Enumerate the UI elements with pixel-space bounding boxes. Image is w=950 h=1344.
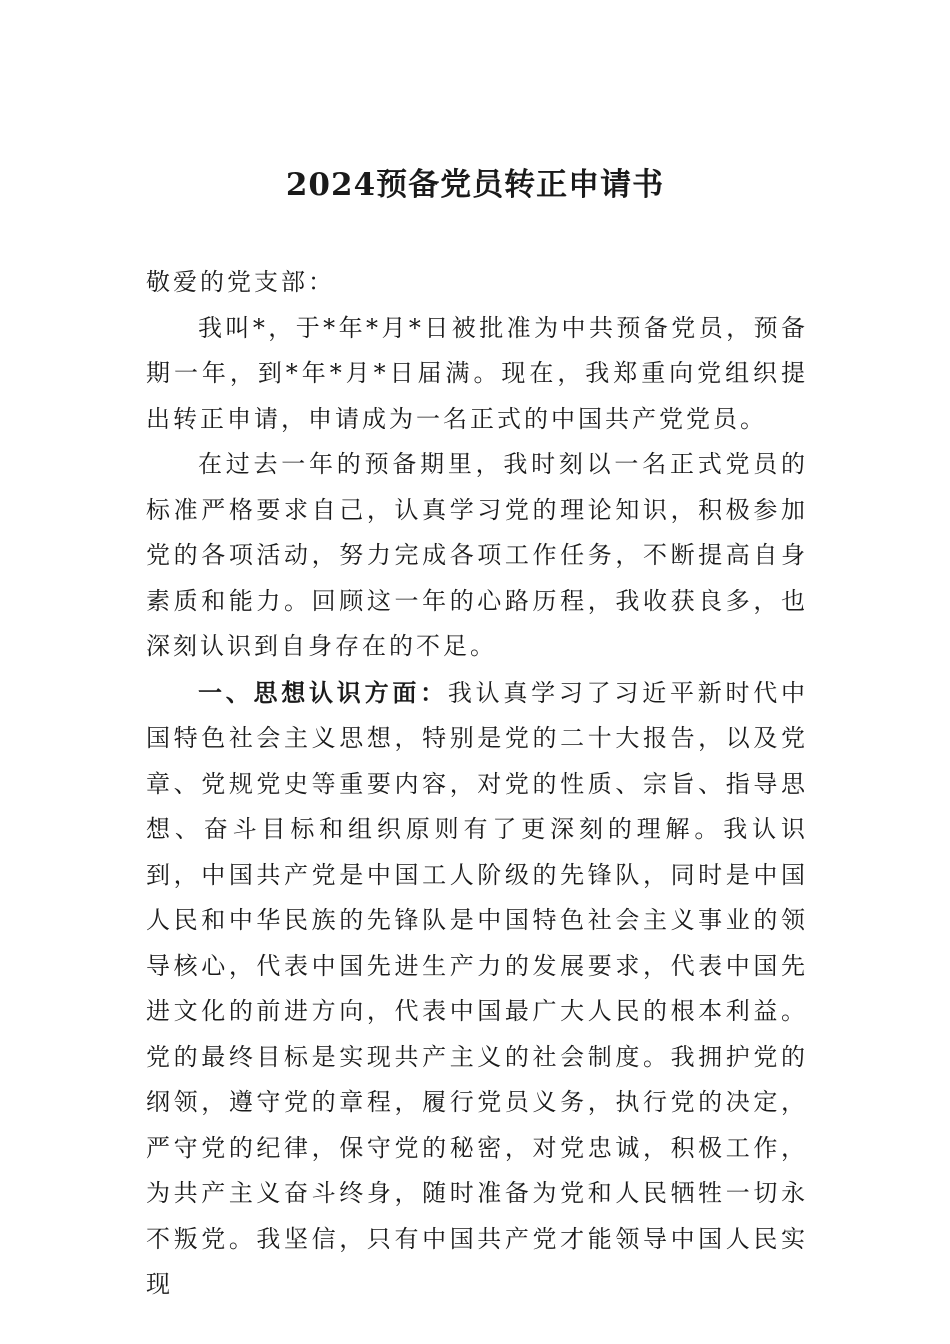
section-heading: 一、思想认识方面： <box>198 677 448 707</box>
salutation: 敬爱的党支部： <box>146 268 335 296</box>
section-ideology <box>146 670 808 1308</box>
section-text: 我认真学习了习近平新时代中国特色社会主义思想，特别是党的二十大报告，以及党章、党规党史等重要内容，对党的性质、宗旨、指导思想、奋斗目标和组织原则有了更深刻的理解。我认识到，中国共产党是中国工人阶级的先锋队，同时是中国人民和中华民族的先锋队是中国特色社会主义事业的领导核心，代表中国先进生产力的发展要求，代表中国先进文化的前进方向，代表中国最广大人民的根本利益。党的最终目标是实现共产主义的社会制度。我拥护党的纲领，遵守党的章程，履行党员义务，执行党的决定，严守党的纪律，保守党的秘密，对党忠诚，积极工作，为共产主义奋斗终身，随时准备为党和人民牺牲一切永不叛党。我坚信，只有中国共产党才能领导中国人民实现 <box>146 678 809 1298</box>
paragraph-review: 在过去一年的预备期里，我时刻以一名正式党员的标准严格要求自己，认真学习党的理论知识，积极参加党的各项活动，努力完成各项工作任务，不断提高自身素质和能力。回顾这一年的心路历程，我收获良多，也深刻认识到自身存在的不足。 <box>146 450 808 660</box>
paragraph-application: 我叫*，于*年*月*日被批准为中共预备党员，预备期一年，到*年*月*日届满。现在，我郑重向党组织提出转正申请，申请成为一名正式的中国共产党党员。 <box>146 313 808 433</box>
document-body <box>146 260 808 1308</box>
document-title: 2024预备党员转正申请书 <box>285 167 665 203</box>
